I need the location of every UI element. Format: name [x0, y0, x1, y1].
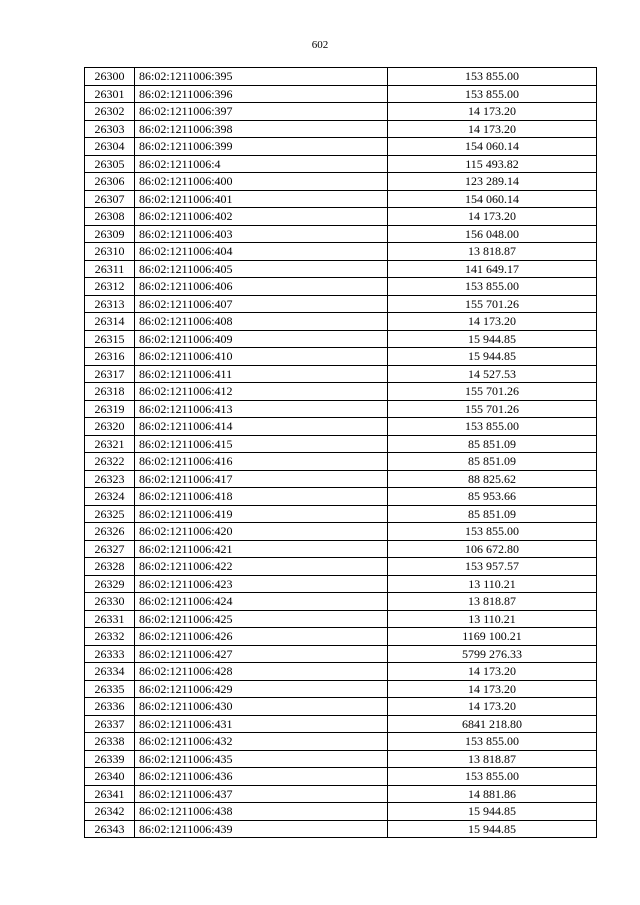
- row-number-cell: 26328: [85, 558, 135, 576]
- cadastral-number-cell: 86:02:1211006:431: [135, 715, 388, 733]
- cadastral-value-cell: 153 855.00: [388, 278, 597, 296]
- cadastral-number-cell: 86:02:1211006:409: [135, 330, 388, 348]
- row-number-cell: 26325: [85, 505, 135, 523]
- cadastral-number-cell: 86:02:1211006:414: [135, 418, 388, 436]
- table-row: [85, 733, 597, 751]
- cadastral-number-cell: 86:02:1211006:396: [135, 85, 388, 103]
- cadastral-number-cell: 86:02:1211006:402: [135, 208, 388, 226]
- cadastral-number-cell: 86:02:1211006:413: [135, 400, 388, 418]
- cadastral-value-cell: 13 110.21: [388, 575, 597, 593]
- cadastral-value-cell: 14 527.53: [388, 365, 597, 383]
- cadastral-value-cell: 14 173.20: [388, 663, 597, 681]
- row-number-cell: 26311: [85, 260, 135, 278]
- table-row: [85, 418, 597, 436]
- row-number-cell: 26323: [85, 470, 135, 488]
- cadastral-value-cell: 123 289.14: [388, 173, 597, 191]
- page-number: 602: [311, 39, 329, 51]
- row-number-cell: 26334: [85, 663, 135, 681]
- table-body: [85, 68, 597, 838]
- row-number-cell: 26315: [85, 330, 135, 348]
- table-row: [85, 628, 597, 646]
- table-row: [85, 138, 597, 156]
- row-number-cell: 26331: [85, 610, 135, 628]
- cadastral-number-cell: 86:02:1211006:424: [135, 593, 388, 611]
- cadastral-number-cell: 86:02:1211006:407: [135, 295, 388, 313]
- cadastral-value-cell: 85 851.09: [388, 435, 597, 453]
- cadastral-number-cell: 86:02:1211006:420: [135, 523, 388, 541]
- cadastral-number-cell: 86:02:1211006:399: [135, 138, 388, 156]
- row-number-cell: 26326: [85, 523, 135, 541]
- cadastral-value-cell: 153 855.00: [388, 523, 597, 541]
- row-number-cell: 26322: [85, 453, 135, 471]
- cadastral-value-cell: 14 173.20: [388, 103, 597, 121]
- cadastral-number-cell: 86:02:1211006:404: [135, 243, 388, 261]
- row-number-cell: 26341: [85, 785, 135, 803]
- row-number-cell: 26330: [85, 593, 135, 611]
- table-row: [85, 505, 597, 523]
- cadastral-value-cell: 153 957.57: [388, 558, 597, 576]
- row-number-cell: 26337: [85, 715, 135, 733]
- cadastral-value-cell: 13 818.87: [388, 750, 597, 768]
- row-number-cell: 26303: [85, 120, 135, 138]
- table-row: [85, 645, 597, 663]
- table-row: [85, 383, 597, 401]
- cadastral-value-cell: 154 060.14: [388, 138, 597, 156]
- row-number-cell: 26304: [85, 138, 135, 156]
- cadastral-number-cell: 86:02:1211006:422: [135, 558, 388, 576]
- cadastral-number-cell: 86:02:1211006:435: [135, 750, 388, 768]
- cadastral-number-cell: 86:02:1211006:439: [135, 820, 388, 838]
- table-row: [85, 820, 597, 838]
- cadastral-value-cell: 14 173.20: [388, 698, 597, 716]
- table-row: [85, 680, 597, 698]
- row-number-cell: 26333: [85, 645, 135, 663]
- table-row: [85, 313, 597, 331]
- cadastral-number-cell: 86:02:1211006:411: [135, 365, 388, 383]
- table-row: [85, 155, 597, 173]
- row-number-cell: 26336: [85, 698, 135, 716]
- cadastral-value-cell: 155 701.26: [388, 383, 597, 401]
- cadastral-number-cell: 86:02:1211006:408: [135, 313, 388, 331]
- table-row: [85, 698, 597, 716]
- cadastral-value-cell: 153 855.00: [388, 68, 597, 86]
- cadastral-number-cell: 86:02:1211006:430: [135, 698, 388, 716]
- cadastral-number-cell: 86:02:1211006:425: [135, 610, 388, 628]
- cadastral-value-cell: 153 855.00: [388, 733, 597, 751]
- table-row: [85, 208, 597, 226]
- cadastral-number-cell: 86:02:1211006:400: [135, 173, 388, 191]
- table-row: [85, 295, 597, 313]
- cadastral-number-cell: 86:02:1211006:417: [135, 470, 388, 488]
- table-row: [85, 768, 597, 786]
- table-row: [85, 803, 597, 821]
- row-number-cell: 26313: [85, 295, 135, 313]
- table-row: [85, 750, 597, 768]
- cadastral-value-cell: 15 944.85: [388, 330, 597, 348]
- table-row: [85, 785, 597, 803]
- cadastral-value-cell: 14 881.86: [388, 785, 597, 803]
- row-number-cell: 26320: [85, 418, 135, 436]
- table-row: [85, 330, 597, 348]
- cadastral-number-cell: 86:02:1211006:427: [135, 645, 388, 663]
- row-number-cell: 26310: [85, 243, 135, 261]
- cadastral-number-cell: 86:02:1211006:429: [135, 680, 388, 698]
- row-number-cell: 26305: [85, 155, 135, 173]
- cadastral-number-cell: 86:02:1211006:436: [135, 768, 388, 786]
- cadastral-value-cell: 13 818.87: [388, 593, 597, 611]
- cadastral-value-cell: 13 110.21: [388, 610, 597, 628]
- cadastral-value-cell: 15 944.85: [388, 820, 597, 838]
- cadastral-number-cell: 86:02:1211006:432: [135, 733, 388, 751]
- row-number-cell: 26316: [85, 348, 135, 366]
- cadastral-number-cell: 86:02:1211006:428: [135, 663, 388, 681]
- row-number-cell: 26338: [85, 733, 135, 751]
- table-row: [85, 365, 597, 383]
- table-row: [85, 593, 597, 611]
- cadastral-value-cell: 153 855.00: [388, 768, 597, 786]
- cadastral-number-cell: 86:02:1211006:423: [135, 575, 388, 593]
- row-number-cell: 26314: [85, 313, 135, 331]
- table-row: [85, 103, 597, 121]
- cadastral-value-cell: 115 493.82: [388, 155, 597, 173]
- row-number-cell: 26312: [85, 278, 135, 296]
- table-row: [85, 470, 597, 488]
- table-row: [85, 85, 597, 103]
- cadastral-number-cell: 86:02:1211006:4: [135, 155, 388, 173]
- cadastral-number-cell: 86:02:1211006:406: [135, 278, 388, 296]
- row-number-cell: 26306: [85, 173, 135, 191]
- cadastral-value-cell: 14 173.20: [388, 313, 597, 331]
- table-row: [85, 173, 597, 191]
- row-number-cell: 26302: [85, 103, 135, 121]
- row-number-cell: 26332: [85, 628, 135, 646]
- cadastral-value-cell: 106 672.80: [388, 540, 597, 558]
- table-row: [85, 120, 597, 138]
- cadastral-number-cell: 86:02:1211006:395: [135, 68, 388, 86]
- cadastral-value-cell: 5799 276.33: [388, 645, 597, 663]
- cadastral-value-cell: 85 953.66: [388, 488, 597, 506]
- row-number-cell: 26339: [85, 750, 135, 768]
- cadastral-number-cell: 86:02:1211006:401: [135, 190, 388, 208]
- cadastral-value-table: [84, 67, 597, 838]
- cadastral-value-cell: 15 944.85: [388, 803, 597, 821]
- cadastral-number-cell: 86:02:1211006:410: [135, 348, 388, 366]
- cadastral-value-cell: 13 818.87: [388, 243, 597, 261]
- table-row: [85, 663, 597, 681]
- cadastral-value-cell: 155 701.26: [388, 295, 597, 313]
- table-row: [85, 523, 597, 541]
- table-row: [85, 453, 597, 471]
- cadastral-number-cell: 86:02:1211006:415: [135, 435, 388, 453]
- cadastral-number-cell: 86:02:1211006:418: [135, 488, 388, 506]
- cadastral-value-cell: 14 173.20: [388, 120, 597, 138]
- cadastral-value-cell: 14 173.20: [388, 208, 597, 226]
- row-number-cell: 26342: [85, 803, 135, 821]
- cadastral-number-cell: 86:02:1211006:412: [135, 383, 388, 401]
- cadastral-value-cell: 15 944.85: [388, 348, 597, 366]
- cadastral-value-cell: 154 060.14: [388, 190, 597, 208]
- row-number-cell: 26300: [85, 68, 135, 86]
- cadastral-number-cell: 86:02:1211006:437: [135, 785, 388, 803]
- row-number-cell: 26307: [85, 190, 135, 208]
- table-row: [85, 610, 597, 628]
- table-row: [85, 558, 597, 576]
- row-number-cell: 26335: [85, 680, 135, 698]
- cadastral-number-cell: 86:02:1211006:397: [135, 103, 388, 121]
- row-number-cell: 26340: [85, 768, 135, 786]
- table-row: [85, 68, 597, 86]
- row-number-cell: 26308: [85, 208, 135, 226]
- table-row: [85, 278, 597, 296]
- table-row: [85, 190, 597, 208]
- row-number-cell: 26324: [85, 488, 135, 506]
- cadastral-number-cell: 86:02:1211006:416: [135, 453, 388, 471]
- row-number-cell: 26343: [85, 820, 135, 838]
- cadastral-number-cell: 86:02:1211006:419: [135, 505, 388, 523]
- cadastral-number-cell: 86:02:1211006:438: [135, 803, 388, 821]
- cadastral-value-cell: 155 701.26: [388, 400, 597, 418]
- row-number-cell: 26319: [85, 400, 135, 418]
- cadastral-value-cell: 1169 100.21: [388, 628, 597, 646]
- row-number-cell: 26321: [85, 435, 135, 453]
- cadastral-value-cell: 153 855.00: [388, 85, 597, 103]
- cadastral-number-cell: 86:02:1211006:398: [135, 120, 388, 138]
- table-row: [85, 400, 597, 418]
- cadastral-number-cell: 86:02:1211006:405: [135, 260, 388, 278]
- cadastral-number-cell: 86:02:1211006:421: [135, 540, 388, 558]
- cadastral-number-cell: 86:02:1211006:426: [135, 628, 388, 646]
- row-number-cell: 26329: [85, 575, 135, 593]
- table-row: [85, 225, 597, 243]
- table-row: [85, 243, 597, 261]
- cadastral-value-cell: 85 851.09: [388, 453, 597, 471]
- table-row: [85, 488, 597, 506]
- table-row: [85, 715, 597, 733]
- row-number-cell: 26317: [85, 365, 135, 383]
- cadastral-value-cell: 14 173.20: [388, 680, 597, 698]
- cadastral-value-cell: 153 855.00: [388, 418, 597, 436]
- table-row: [85, 435, 597, 453]
- table-row: [85, 260, 597, 278]
- cadastral-number-cell: 86:02:1211006:403: [135, 225, 388, 243]
- row-number-cell: 26309: [85, 225, 135, 243]
- cadastral-value-cell: 85 851.09: [388, 505, 597, 523]
- cadastral-value-cell: 88 825.62: [388, 470, 597, 488]
- row-number-cell: 26318: [85, 383, 135, 401]
- row-number-cell: 26301: [85, 85, 135, 103]
- table-row: [85, 540, 597, 558]
- row-number-cell: 26327: [85, 540, 135, 558]
- cadastral-value-cell: 6841 218.80: [388, 715, 597, 733]
- cadastral-value-cell: 141 649.17: [388, 260, 597, 278]
- table-row: [85, 575, 597, 593]
- table-row: [85, 348, 597, 366]
- cadastral-value-cell: 156 048.00: [388, 225, 597, 243]
